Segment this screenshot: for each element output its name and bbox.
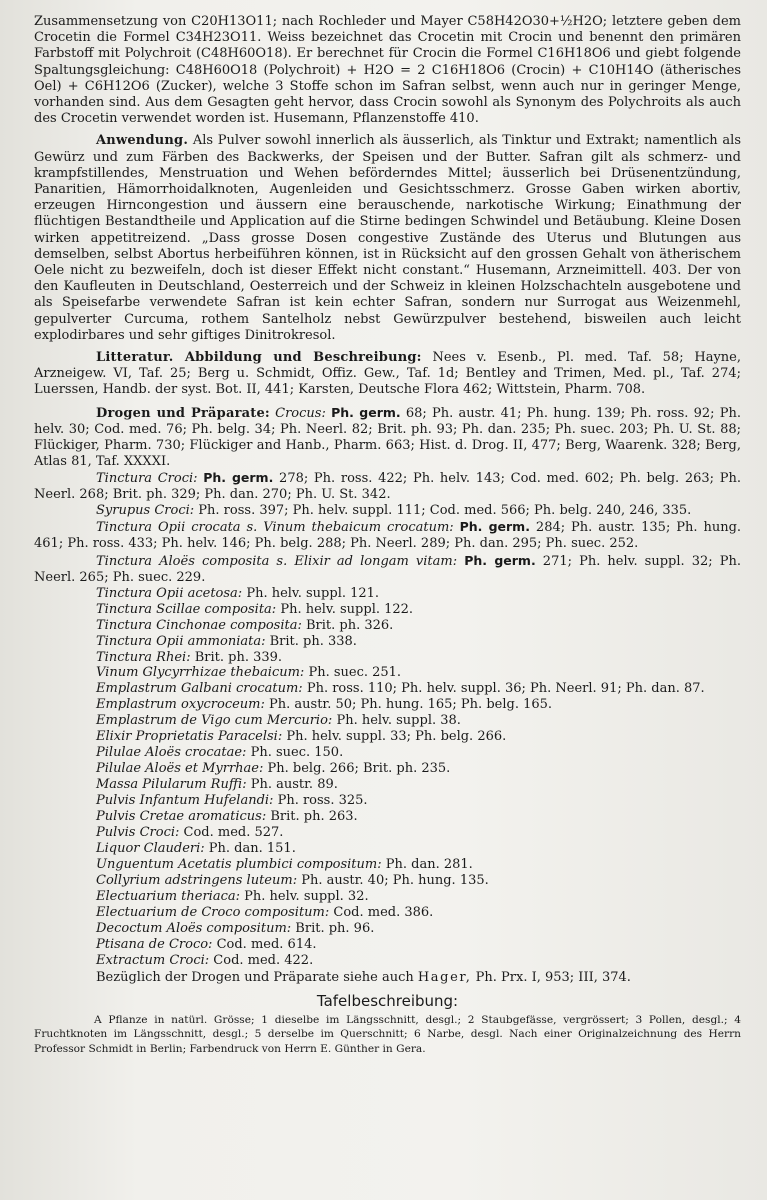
preparation-text: Brit. ph. 96.	[295, 920, 375, 936]
preparation-text: 278; Ph. ross. 422; Ph. helv. 143; Cod. med. 602; Ph. belg. 263; Ph. Neerl. 268; Brit. ph. 329; Ph. dan. 270; Ph. U. St. 342.	[34, 471, 742, 503]
tafel-title: Tafelbeschreibung:	[316, 991, 459, 1010]
list-item	[96, 618, 741, 634]
crocus-germ: Ph. germ.	[331, 404, 401, 420]
preparation-text: Cod. med. 386.	[333, 904, 434, 920]
list-item	[96, 697, 741, 713]
preparation-name: Extractum Croci:	[96, 952, 210, 968]
preparation-germ: Ph. germ.	[203, 470, 274, 486]
preparation-text: Ph. suec. 251.	[308, 665, 402, 681]
preparation-name: Pulvis Infantum Hufelandi:	[96, 793, 274, 809]
preparation-name: Tinctura Opii ammoniata:	[96, 633, 266, 649]
preparation-name: Emplastrum Galbani crocatum:	[96, 681, 303, 697]
list-item	[96, 873, 741, 889]
crocus-name: Crocus:	[275, 405, 326, 421]
closing-pre: Bezüglich der Drogen und Präparate siehe auch	[96, 969, 414, 985]
preparation-name: Tinctura Aloës composita s. Elixir ad longam vitam:	[96, 553, 458, 569]
preparation-name: Electuarium de Croco compositum:	[96, 904, 330, 920]
preparation-text: Cod. med. 527.	[183, 825, 284, 840]
preparation-text: Ph. dan. 281.	[385, 856, 473, 872]
preparation-name: Decoctum Aloës compositum:	[96, 920, 292, 936]
list-item	[96, 650, 741, 666]
list-item	[96, 793, 741, 809]
preparation-text: Brit. ph. 339.	[194, 649, 283, 665]
preparation-text: Cod. med. 614.	[216, 936, 317, 952]
list-item	[96, 729, 741, 745]
drogen-paragraph	[34, 405, 741, 470]
list-item	[96, 665, 741, 681]
preparation-text: Cod. med. 422.	[213, 952, 314, 968]
anwendung-text: Als Pulver sowohl innerlich als äusserlich, als Tinktur und Extrakt; namentlich als Gewürz und zum Färben des Backwerks, der Speisen und der Butter. Safran gilt als schmerz- und krampfstillendes, Menstruation und Wehen beförderndes Mittel; äusserlich bei Drüsenentzündung, Panaritien, Hämorrhoidalknoten, Augenleiden und Gesichtsschmerz. Grosse Gaben wirken abortiv, erzeugen Hirncongestion und äussern eine berauschende, narkotische Wirkung; Einathmung der flüchtigen Bestandtheile und Application auf die Stirne bedingen Schwindel und Betäubung. Kleine Dosen wirken appetitreizend. „Dass grosse Dosen congestive Zustände des Uterus und Blutungen aus demselben, selbst Abortus herbeiführen können, ist in Rücksicht auf den grossen Gehalt von ätherischem Oele nicht zu bezweifeln, doch ist dieser Effekt nicht constant.“ Husemann, Arzneimittell. 403. Der von den Kaufleuten in Deutschland, Oesterreich und der Schweiz in kleinen Holzschachteln ausgebotene und als Speisefarbe verwendete Safran ist kein echter Safran, sondern nur Surrogat aus Weizenmehl, gepulverter Curcuma, rothem Santelholz nebst Gewürzpulver bestehend, bisweilen auch leicht explodirbares und sehr giftiges Dinitrokresol.	[34, 133, 741, 343]
preparation-text: Ph. helv. suppl. 122.	[280, 601, 414, 617]
preparation-text: Ph. belg. 266; Brit. ph. 235.	[267, 761, 451, 777]
preparation-germ: Ph. germ.	[459, 519, 530, 535]
list-item	[96, 857, 741, 873]
preparation-name: Tinctura Opii acetosa:	[96, 585, 243, 601]
drogen-heading: Drogen und Präparate:	[96, 405, 270, 421]
preparation-text: Brit. ph. 263.	[270, 809, 358, 825]
preparation-text: Ph. ross. 397; Ph. helv. suppl. 111; Cod. med. 566; Ph. belg. 240, 246, 335.	[198, 503, 692, 519]
preparation-name: Tinctura Croci:	[96, 471, 198, 487]
preparation-text: Ph. austr. 89.	[250, 777, 338, 793]
preparation-entry	[34, 503, 741, 519]
preparation-name: Electuarium theriaca:	[96, 888, 240, 904]
list-item	[96, 586, 741, 602]
list-item	[96, 777, 741, 793]
preparation-text: Ph. dan. 151.	[208, 840, 296, 856]
preparation-entry	[34, 470, 741, 503]
preparation-name: Pulvis Croci:	[96, 825, 180, 840]
preparation-text: Brit. ph. 338.	[269, 633, 357, 649]
preparation-name: Tinctura Rhei:	[96, 649, 191, 665]
preparation-list	[34, 586, 741, 969]
preparation-text: Ph. austr. 50; Ph. hung. 165; Ph. belg. 165.	[269, 697, 553, 713]
list-item	[96, 953, 741, 969]
preparation-name: Pilulae Aloës et Myrrhae:	[96, 761, 264, 777]
preparation-text: Ph. ross. 110; Ph. helv. suppl. 36; Ph. Neerl. 91; Ph. dan. 87.	[306, 681, 705, 697]
list-item	[96, 713, 741, 729]
preparation-germ: Ph. germ.	[464, 552, 536, 568]
preparation-text: 284; Ph. austr. 135; Ph. hung. 461; Ph. ross. 433; Ph. helv. 146; Ph. belg. 288; Ph. Neerl. 289; Ph. dan. 295; Ph. suec. 252.	[34, 520, 742, 552]
list-item	[96, 634, 741, 650]
preparation-entry	[34, 519, 741, 552]
list-item	[96, 905, 741, 921]
preparation-text: Ph. austr. 40; Ph. hung. 135.	[301, 872, 489, 888]
list-item	[96, 937, 741, 953]
list-item	[96, 921, 741, 937]
preparation-name: Elixir Proprietatis Paracelsi:	[96, 729, 283, 745]
list-item	[96, 825, 741, 841]
list-item	[96, 809, 741, 825]
closing-author: Hager,	[417, 969, 472, 985]
preparation-name: Pilulae Aloës crocatae:	[96, 745, 247, 761]
preparation-name: Tinctura Cinchonae composita:	[96, 617, 302, 633]
preparation-text: Ph. helv. suppl. 38.	[336, 713, 461, 729]
preparation-entry	[34, 553, 741, 586]
preparation-name: Syrupus Croci:	[96, 503, 195, 519]
preparation-name: Vinum Glycyrrhizae thebaicum:	[96, 665, 305, 681]
preparation-text: Ph. helv. suppl. 121.	[246, 585, 380, 601]
preparation-text: Ph. suec. 150.	[250, 745, 344, 761]
preparation-entries	[34, 470, 741, 586]
preparation-text: Ph. ross. 325.	[277, 793, 368, 809]
preparation-name: Emplastrum oxycroceum:	[96, 697, 265, 713]
anwendung-heading: Anwendung.	[96, 133, 189, 149]
litteratur-text: Nees v. Esenb., Pl. med. Taf. 58; Hayne, Arzneigew. VI, Taf. 25; Berg u. Schmidt, Offiz. Gew., Taf. 1d; Bentley and Trimen, Med. pl., Taf. 274; Luerssen, Handb. der syst. Bot. II, 441; Karsten, Deutsche Flora 462; Wittstein, Pharm. 708.	[34, 350, 741, 398]
preparation-name: Tinctura Opii crocata s. Vinum thebaicum crocatum:	[96, 520, 454, 536]
list-item	[96, 745, 741, 761]
preparation-name: Massa Pilularum Ruffi:	[96, 777, 247, 793]
preparation-name: Tinctura Scillae composita:	[96, 601, 277, 617]
litteratur-paragraph	[34, 350, 741, 399]
preparation-name: Liquor Clauderi:	[96, 840, 205, 856]
preparation-name: Collyrium adstringens luteum:	[96, 872, 298, 888]
intro-paragraph: Zusammensetzung von C20H13O11; nach Rochleder und Mayer C58H42O30+½H2O; letztere geben dem Crocetin die Formel C34H23O11. Weiss bezeichnet das Crocetin mit Crocin und benennt den primären Farbstoff mit Polychroit (C48H60O18). Er berechnet für Crocin die Formel C16H18O6 und giebt folgende Spaltungsgleichung: C48H60O18 (Polychroit) + H2O = 2 C16H18O6 (Crocin) + C10H14O (ätherisches Oel) + C6H12O6 (Zucker), welche 3 Stoffe schon im Safran selbst, wenn auch nur in geringer Menge, vorhanden sind. Aus dem Gesagten geht hervor, dass Crocin sowohl als Synonym des Polychroits als auch des Crocetin verwendet worden ist. Husemann, Pflanzenstoffe 410.	[34, 14, 741, 127]
preparation-name: Unguentum Acetatis plumbici compositum:	[96, 856, 382, 872]
anwendung-paragraph	[34, 133, 741, 344]
closing-line	[96, 970, 741, 986]
preparation-text: Brit. ph. 326.	[306, 617, 394, 633]
list-item	[96, 889, 741, 905]
crocus-text: 68; Ph. austr. 41; Ph. hung. 139; Ph. ross. 92; Ph. helv. 30; Cod. med. 76; Ph. belg. 34; Ph. Neerl. 82; Brit. ph. 93; Ph. dan. 235; Ph. suec. 203; Ph. U. St. 88; Flückiger, Pharm. 730; Flückiger and Hanb., Pharm. 663; Hist. d. Drog. II, 477; Berg, Waarenk. 328; Berg, Atlas 81, Taf. XXXXI.	[34, 405, 741, 469]
tafel-text: A Pflanze in natürl. Grösse; 1 dieselbe im Längsschnitt, desgl.; 2 Staubgefässe, vergrössert; 3 Pollen, desgl.; 4 Fruchtknoten im Längsschnitt, desgl.; 5 derselbe im Querschnitt; 6 Narbe, desgl. Nach einer Originalzeichnung des Herrn Professor Schmidt in Berlin; Farbendruck von Herrn E. Günther in Gera.	[34, 1013, 741, 1055]
list-item	[96, 602, 741, 618]
preparation-name: Pulvis Cretae aromaticus:	[96, 809, 267, 825]
list-item	[96, 841, 741, 857]
closing-post: Ph. Prx. I, 953; III, 374.	[475, 969, 631, 985]
litteratur-heading: Litteratur. Abbildung und Beschreibung:	[96, 350, 422, 366]
preparation-name: Ptisana de Croco:	[96, 936, 213, 952]
list-item	[96, 761, 741, 777]
preparation-text: Ph. helv. suppl. 32.	[244, 888, 369, 904]
list-item	[96, 681, 741, 697]
preparation-text: Ph. helv. suppl. 33; Ph. belg. 266.	[286, 729, 507, 745]
preparation-text: 271; Ph. helv. suppl. 32; Ph. Neerl. 265; Ph. suec. 229.	[34, 553, 741, 585]
preparation-name: Emplastrum de Vigo cum Mercurio:	[96, 713, 333, 729]
